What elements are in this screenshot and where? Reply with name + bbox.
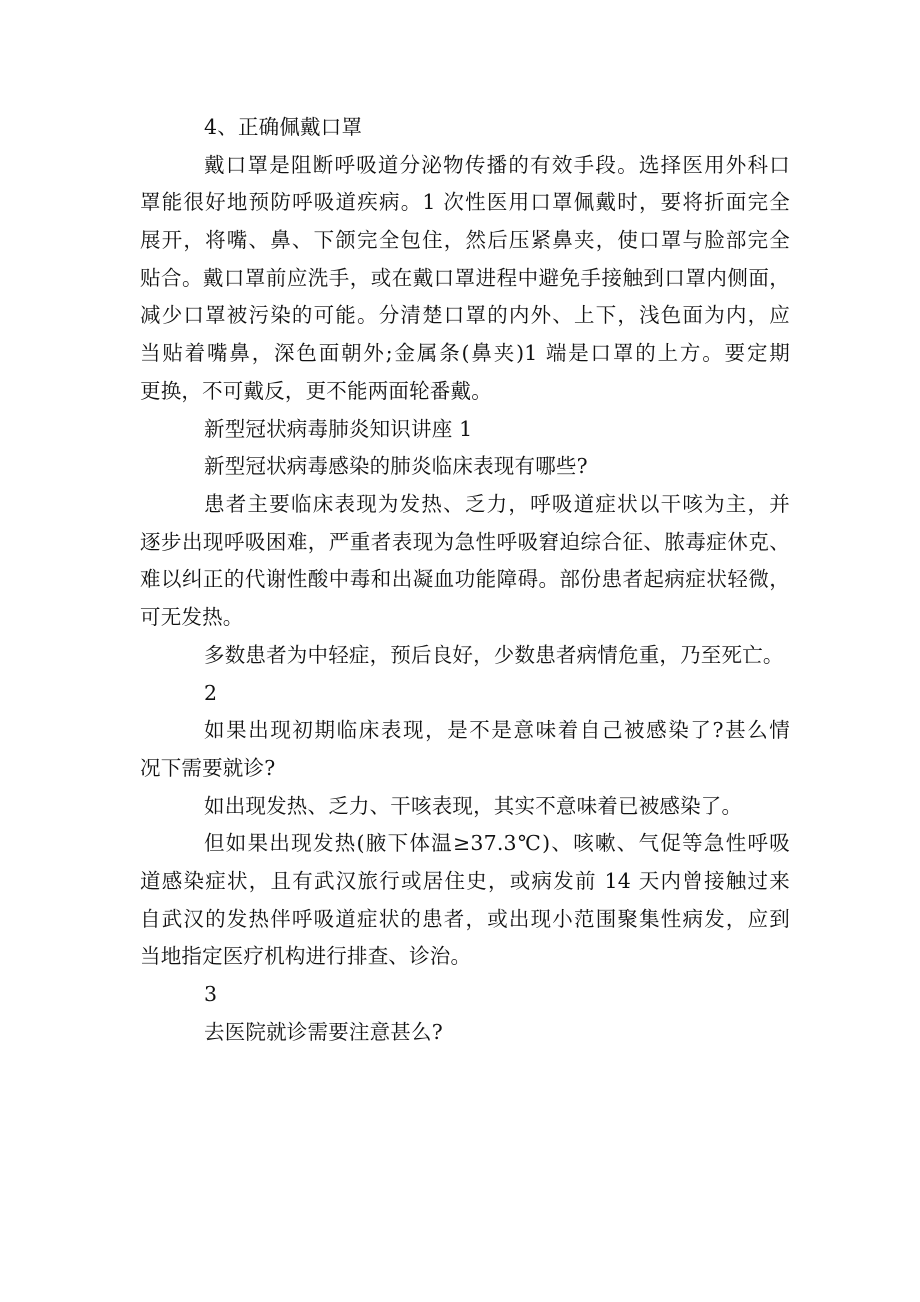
paragraph-line: 多数患者为中轻症，预后良好，少数患者病情危重，乃至死亡。 [204, 643, 784, 667]
paragraph-line: 展开，将嘴、鼻、下颌完全包住，然后压紧鼻夹，使口罩与脸部完全 [140, 228, 790, 252]
paragraph-line: 但如果出现发热(腋下体温≥37.3℃)、咳嗽、气促等急性呼吸 [204, 831, 790, 855]
paragraph-line: 罩能很好地预防呼吸道疾病。1 次性医用口罩佩戴时，要将折面完全 [140, 190, 790, 214]
section-heading: 4、正确佩戴口罩 [204, 115, 363, 139]
question-heading: 新型冠状病毒感染的肺炎临床表现有哪些? [204, 454, 588, 478]
paragraph-line: 更换，不可戴反，更不能两面轮番戴。 [140, 379, 492, 403]
paragraph-line: 患者主要临床表现为发热、乏力，呼吸道症状以干咳为主，并 [204, 492, 790, 516]
lecture-title: 新型冠状病毒肺炎知识讲座 1 [204, 417, 473, 441]
question-heading: 况下需要就诊? [140, 756, 276, 780]
paragraph-line: 难以纠正的代谢性酸中毒和出凝血功能障碍。部份患者起病症状轻微， [140, 567, 790, 591]
paragraph-line: 可无发热。 [140, 605, 244, 629]
section-number: 2 [204, 681, 218, 705]
paragraph-line: 当贴着嘴鼻，深色面朝外;金属条(鼻夹)1 端是口罩的上方。要定期 [140, 341, 790, 365]
paragraph-line: 戴口罩是阻断呼吸道分泌物传播的有效手段。选择医用外科口 [204, 153, 790, 177]
question-heading: 去医院就诊需要注意甚么? [204, 1020, 443, 1044]
question-heading: 如果出现初期临床表现，是不是意味着自己被感染了?甚么情 [204, 718, 790, 742]
paragraph-line: 逐步出现呼吸困难，严重者表现为急性呼吸窘迫综合征、脓毒症休克、 [140, 530, 790, 554]
section-number: 3 [204, 982, 218, 1006]
paragraph-line: 当地指定医疗机构进行排查、诊治。 [140, 944, 472, 968]
paragraph-line: 减少口罩被污染的可能。分清楚口罩的内外、上下，浅色面为内，应 [140, 303, 790, 327]
paragraph-line: 自武汉的发热伴呼吸道症状的患者，或出现小范围聚集性病发，应到 [140, 907, 790, 931]
paragraph-line: 贴合。戴口罩前应洗手，或在戴口罩进程中避免手接触到口罩内侧面， [140, 266, 790, 290]
paragraph-line: 道感染症状，且有武汉旅行或居住史，或病发前 14 天内曾接触过来 [140, 869, 790, 893]
paragraph-line: 如出现发热、乏力、干咳表现，其实不意味着已被感染了。 [204, 794, 743, 818]
